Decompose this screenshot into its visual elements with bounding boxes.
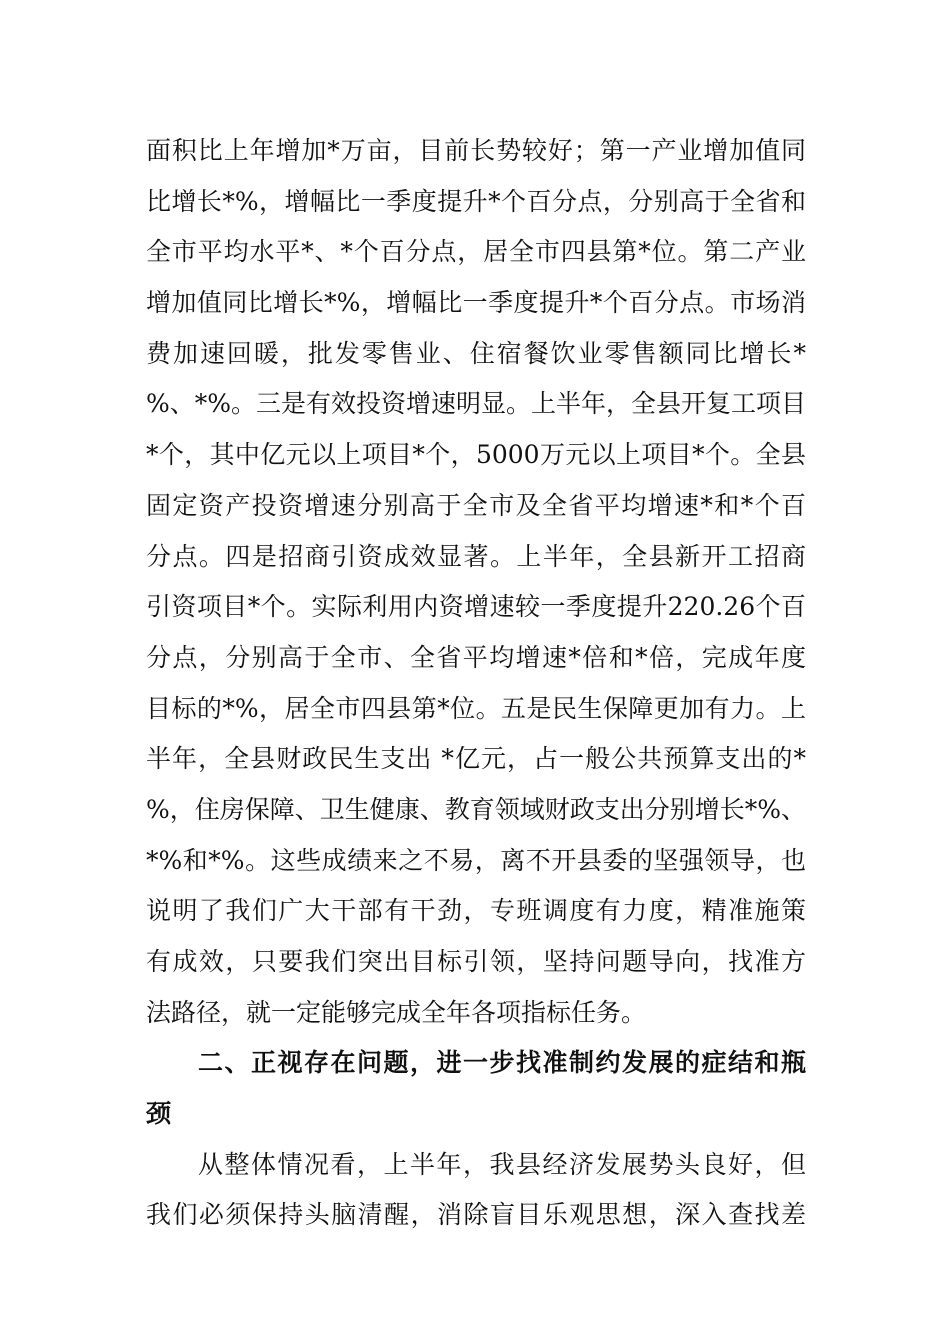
text-line: 有成效，只要我们突出目标引领，坚持问题导向，找准方	[146, 947, 806, 976]
text-line: 我们必须保持头脑清醒，消除盲目乐观思想，深入查找差	[146, 1200, 806, 1230]
text-line: 说明了我们广大干部有干劲，专班调度有力度，精准施策	[146, 896, 806, 926]
paragraph-achievements	[146, 126, 806, 1038]
text-line: 面积比上年增加*万亩，目前长势较好；第一产业增加值同	[146, 136, 806, 165]
heading-line: 二、正视存在问题，进一步找准制约发展的症结和瓶	[198, 1048, 806, 1078]
text-line: 分点，分别高于全市、全省平均增速*倍和*倍，完成年度	[146, 642, 806, 672]
text-line: 增加值同比增长*%，增幅比一季度提升*个百分点。市场消	[146, 288, 806, 318]
text-line: 分点。四是招商引资成效显著。上半年，全县新开工招商	[146, 541, 806, 571]
text-line: 半年，全县财政民生支出 *亿元，占一般公共预算支出的*	[146, 744, 806, 774]
text-line: 目标的*%，居全市四县第*位。五是民生保障更加有力。上	[146, 693, 806, 723]
text-line: 引资项目*个。实际利用内资增速较一季度提升220.26个百	[146, 592, 806, 622]
section-heading	[146, 1038, 806, 1139]
text-line: 比增长*%，增幅比一季度提升*个百分点，分别高于全省和	[146, 186, 806, 216]
text-line: %、*%。三是有效投资增速明显。上半年，全县开复工项目	[146, 389, 806, 419]
text-line: 全市平均水平*、*个百分点，居全市四县第*位。第二产业	[146, 237, 806, 267]
heading-line: 颈	[146, 1099, 172, 1129]
text-line: *个，其中亿元以上项目*个，5000万元以上项目*个。全县	[146, 440, 806, 470]
paragraph-overview	[146, 1140, 806, 1241]
document-body	[146, 126, 806, 1241]
text-line: %，住房保障、卫生健康、教育领域财政支出分别增长*%、	[146, 794, 806, 824]
text-line: 费加速回暖，批发零售业、住宿餐饮业零售额同比增长*	[146, 338, 806, 368]
text-line: 从整体情况看，上半年，我县经济发展势头良好，但	[198, 1149, 806, 1179]
text-line: 法路径，就一定能够完成全年各项指标任务。	[146, 997, 647, 1027]
text-line: 固定资产投资增速分别高于全市及全省平均增速*和*个百	[146, 490, 806, 520]
text-line: *%和*%。这些成绩来之不易，离不开县委的坚强领导，也	[146, 845, 806, 875]
